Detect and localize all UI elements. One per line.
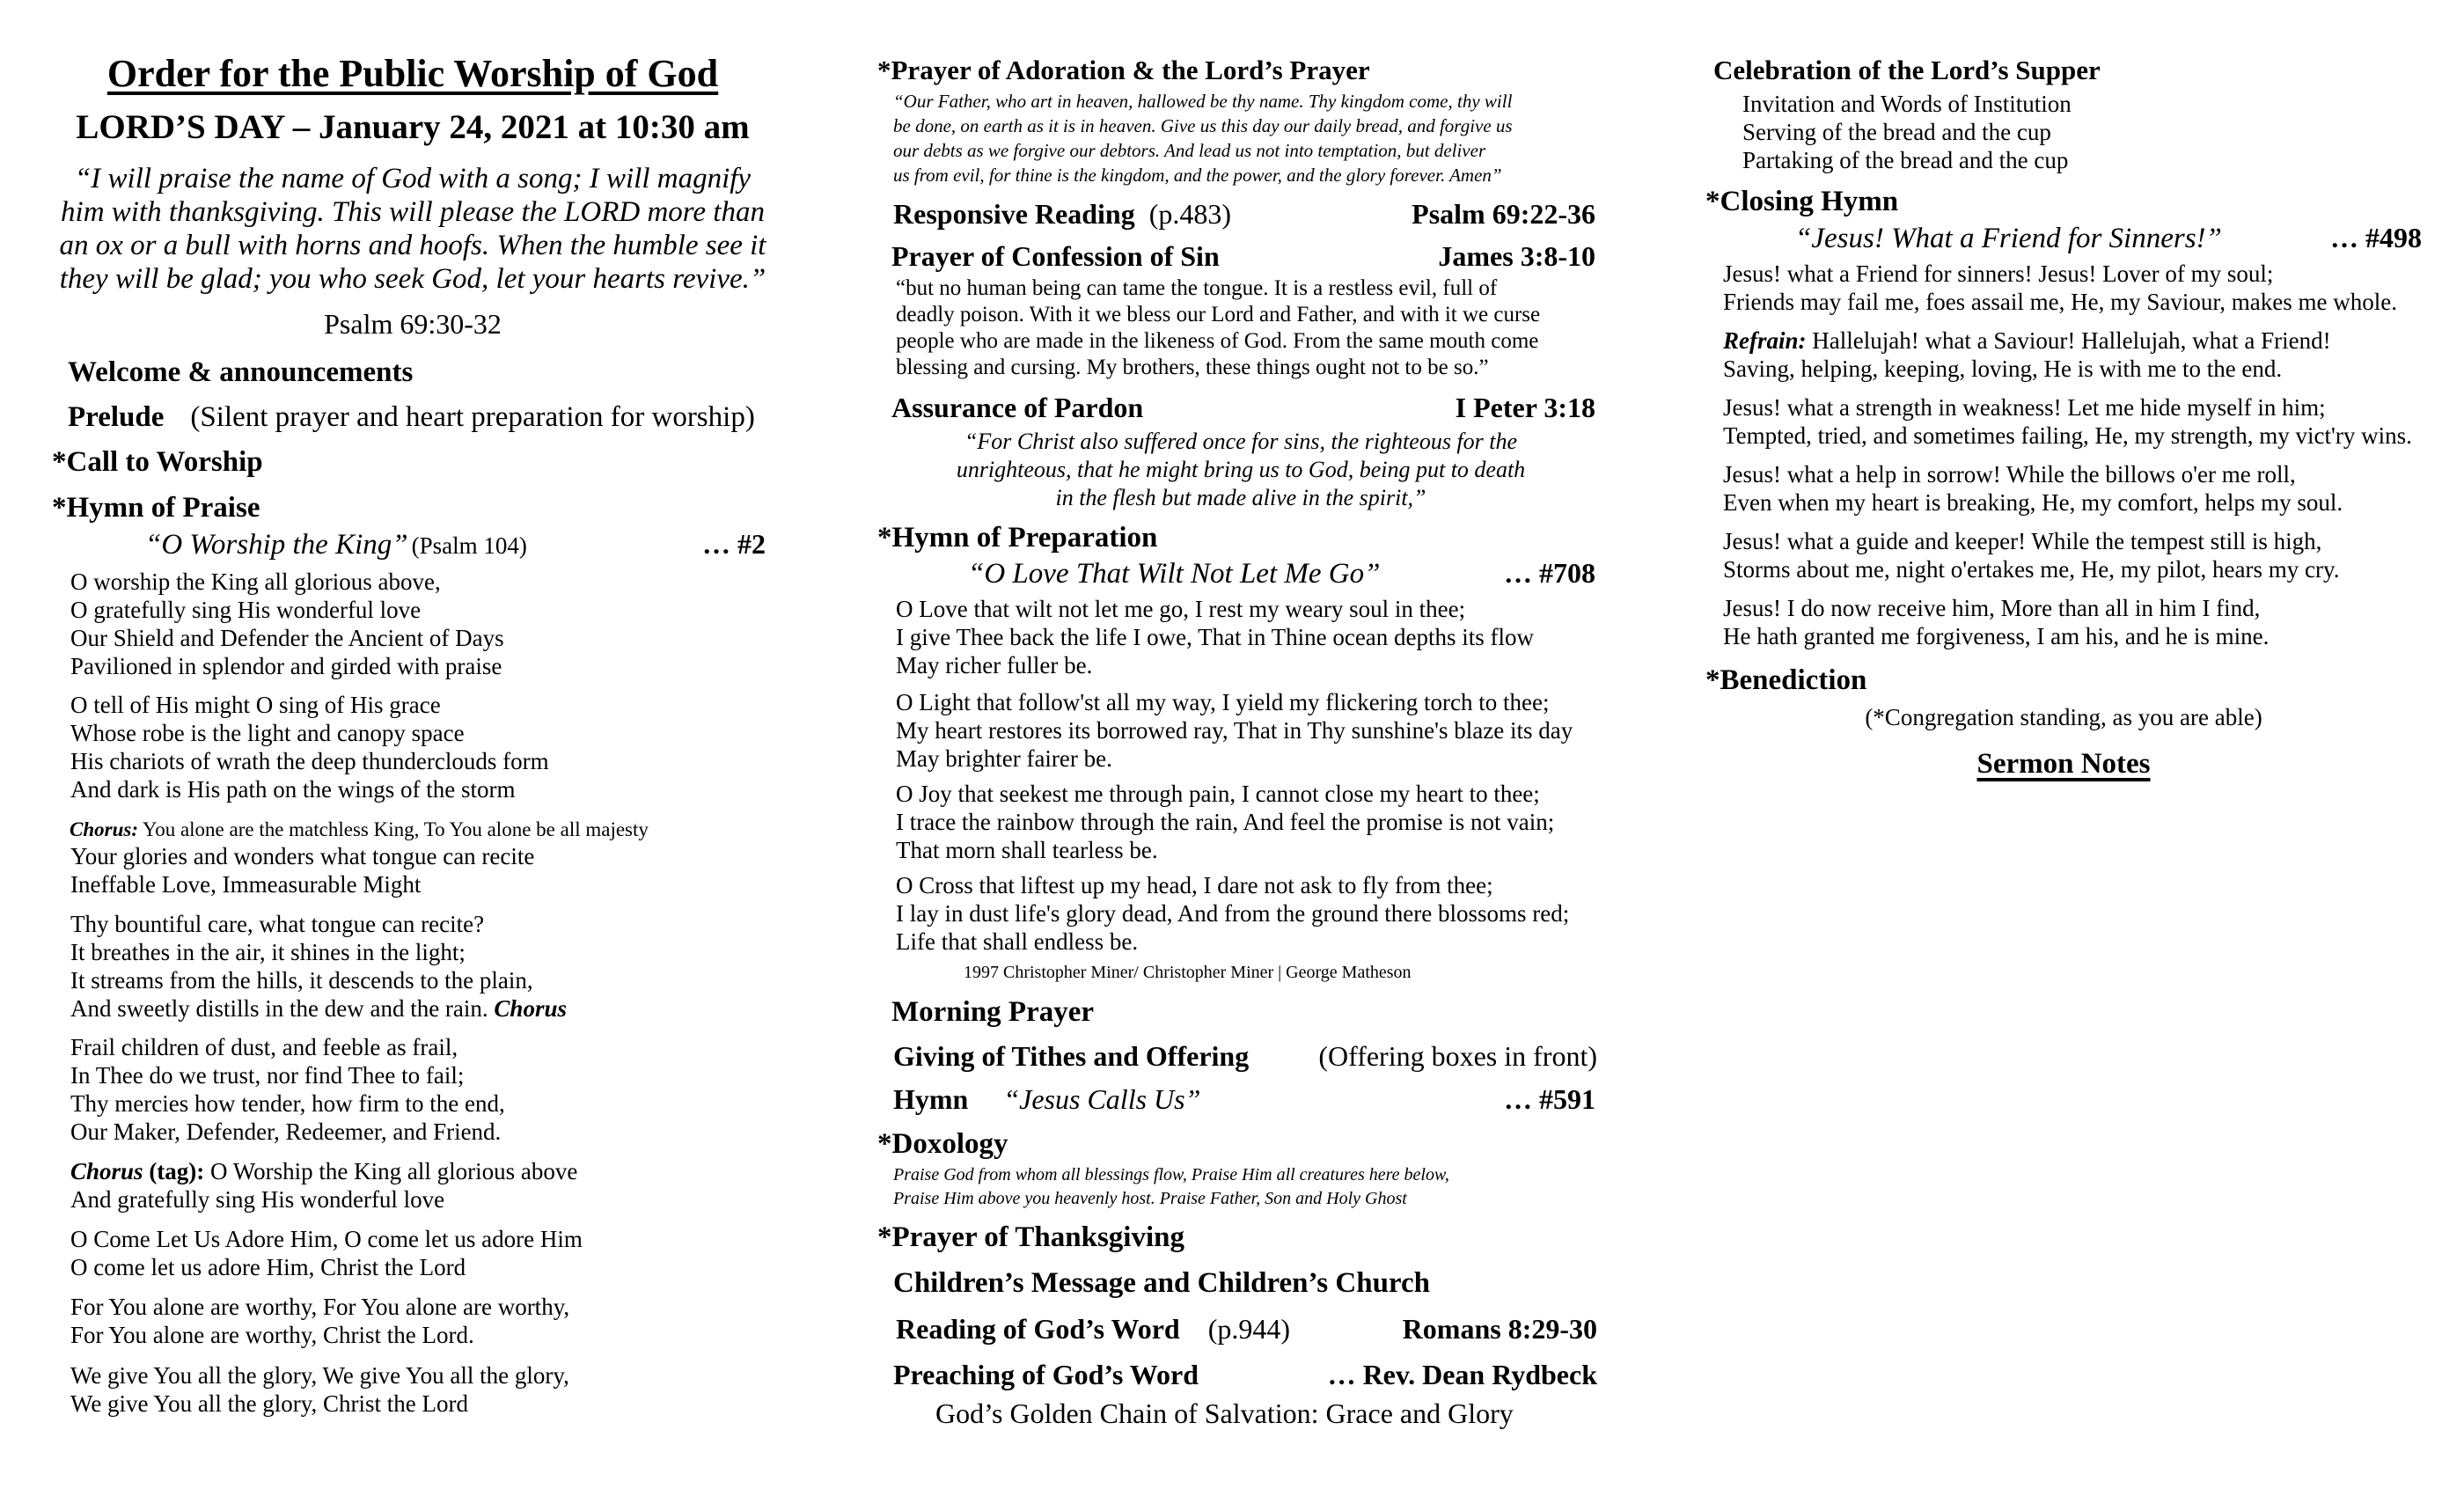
hymn4-title-row <box>1795 222 2422 255</box>
lyric-line: O Cross that liftest up my head, I dare not ask to fly from thee; <box>896 872 1493 898</box>
hymn4-verse-4 <box>1723 527 2339 583</box>
lyric-line <box>1723 326 2331 355</box>
hymn-of-praise-heading: *Hymn of Praise <box>52 492 260 524</box>
chorus-cue: Chorus <box>494 995 567 1022</box>
lyric-line: His chariots of wrath the deep thunderclouds form <box>70 748 549 774</box>
call-quote-line: him with thanksgiving. This will please the LORD more than <box>61 196 765 228</box>
reading-row <box>896 1313 1597 1346</box>
lyric-line: Your glories and wonders what tongue can recite <box>70 843 535 869</box>
hymn1-chorus <box>70 842 534 898</box>
lyric-line: Jesus! I do now receive him, More than all in him I find, <box>1723 595 2261 621</box>
lyric-line: Whose robe is the light and canopy space <box>70 720 465 746</box>
call-quote <box>0 162 825 296</box>
lyric-line: Even when my heart is breaking, He, my comfort, helps my soul. <box>1723 489 2343 516</box>
call-quote-reference: Psalm 69:30-32 <box>324 308 502 340</box>
lyric-line: Saving, helping, keeping, loving, He is with me to the end. <box>1723 356 2283 382</box>
lyric-line: In Thee do we trust, nor find Thee to fail; <box>70 1062 465 1089</box>
lyric-line: O Joy that seekest me through pain, I cannot close my heart to thee; <box>896 781 1540 807</box>
hymn1-verse-3 <box>70 910 567 1023</box>
tithes-label: Giving of Tithes and Offering <box>893 1040 1250 1072</box>
lyric-line: And dark is His path on the wings of the storm <box>70 776 516 803</box>
call-quote-line: “I will praise the name of God with a song; I will magnify <box>74 163 752 194</box>
hymn4-verse-2 <box>1723 393 2412 450</box>
hymn2-verse-4 <box>896 871 1569 956</box>
lyric-line: May brighter fairer be. <box>896 745 1112 772</box>
preaching-row <box>893 1359 1597 1391</box>
lyric-line: We give You all the glory, We give You all the glory, <box>70 1362 569 1389</box>
supper-item: Serving of the bread and the cup <box>1742 119 2051 145</box>
doxology-heading: *Doxology <box>877 1128 1008 1160</box>
prayer-line: be done, on earth as it is in heaven. Give us this day our daily bread, and forgive us <box>893 115 1513 136</box>
tag-label-bold: (tag): <box>143 1158 205 1184</box>
reading-ref: Romans 8:29-30 <box>1402 1313 1597 1345</box>
lyric-text: Hallelujah! what a Saviour! Hallelujah, what a Friend! <box>1806 327 2331 354</box>
hymn1-verse-1 <box>70 568 504 680</box>
preparation-heading: *Hymn of Preparation <box>877 522 1158 554</box>
pardon-label: Assurance of Pardon <box>891 392 1144 423</box>
lyric-line: O Light that follow'st all my way, I yield my flickering torch to thee; <box>896 689 1550 715</box>
lyric-line: It streams from the hills, it descends to the plain, <box>70 967 533 994</box>
standing-note: (*Congregation standing, as you are able) <box>1865 704 2262 730</box>
prayer-line: “Our Father, who art in heaven, hallowed be thy name. Thy kingdom come, thy will <box>893 91 1513 112</box>
reading-page: (p.944) <box>1207 1313 1291 1345</box>
lyric-line: And gratefully sing His wonderful love <box>70 1186 445 1213</box>
scripture-line: “For Christ also suffered once for sins, the righteous for the <box>964 429 1518 454</box>
lyric-line: For You alone are worthy, Christ the Lord. <box>70 1322 474 1348</box>
confession-row <box>891 240 1595 273</box>
pardon-row <box>891 392 1595 424</box>
adoration-heading: *Prayer of Adoration & the Lord’s Prayer <box>877 55 1370 85</box>
hymn3-label: Hymn <box>893 1083 969 1115</box>
worthy-verse <box>70 1293 569 1349</box>
scripture-line: deadly poison. With it we bless our Lord and Father, and with it we curse <box>896 303 1541 326</box>
hymn2-title: “O Love That Wilt Not Let Me Go” <box>968 558 1381 590</box>
hymn1-title: “O Worship the King” <box>145 529 408 561</box>
hymn4-refrain <box>1723 326 2331 383</box>
lyric-line: Our Maker, Defender, Redeemer, and Friend. <box>70 1118 502 1145</box>
call-to-worship-heading: *Call to Worship <box>52 446 263 478</box>
hymn4-number: … #498 <box>2330 222 2422 253</box>
lyric-line: Ineffable Love, Immeasurable Might <box>70 871 422 898</box>
lyric-line: O gratefully sing His wonderful love <box>70 597 422 623</box>
pardon-text <box>880 428 1602 512</box>
hymn4-title: “Jesus! What a Friend for Sinners!” <box>1795 223 2222 254</box>
preacher-name: … Rev. Dean Rydbeck <box>1327 1359 1597 1390</box>
lyric-line: I give Thee back the life I owe, That in Thine ocean depths its flow <box>896 624 1535 650</box>
hymn1-verse-4 <box>70 1033 505 1146</box>
tag-label-italic: Chorus <box>70 1158 143 1184</box>
hymn1-chorus-first-line <box>70 816 649 844</box>
lyric-line: Our Shield and Defender the Ancient of Days <box>70 625 504 651</box>
hymn1-number: … #2 <box>702 528 766 560</box>
hymn2-title-row <box>968 557 1595 590</box>
preaching-label: Preaching of God’s Word <box>893 1359 1199 1390</box>
lyric-line: O worship the King all glorious above, <box>70 568 441 595</box>
responsive-ref: Psalm 69:22-36 <box>1412 198 1595 230</box>
chorus-line: You alone are the matchless King, To You alone be all majesty <box>137 818 649 840</box>
hymn4-verse-5 <box>1723 594 2269 650</box>
hymn3-number: … #591 <box>1504 1083 1595 1115</box>
scripture-line: unrighteous, that he might bring us to God, being put to death <box>956 457 1526 482</box>
doxology-text <box>893 1163 1449 1211</box>
lyric-line: My heart restores its borrowed ray, That in Thy sunshine's blaze its day <box>896 717 1573 744</box>
hymn2-verse-1 <box>896 595 1534 679</box>
hymn4-verse-1 <box>1723 260 2397 316</box>
hymn3-title: “Jesus Calls Us” <box>1003 1083 1201 1115</box>
lyric-line: O come let us adore Him, Christ the Lord <box>70 1254 466 1280</box>
tithes-note: (Offering boxes in front) <box>1318 1040 1597 1072</box>
lyric-line: Frail children of dust, and feeble as frail, <box>70 1034 458 1060</box>
doxology-line: Praise Him above you heavenly host. Praise Father, Son and Holy Ghost <box>893 1189 1407 1208</box>
closing-hymn-heading: *Closing Hymn <box>1705 186 1899 217</box>
lyric-line: We give You all the glory, Christ the Lord <box>70 1390 469 1417</box>
confession-text <box>896 275 1540 381</box>
call-quote-line: they will be glad; you who seek God, let your hearts revive.” <box>59 263 766 295</box>
responsive-reading-row <box>893 198 1595 231</box>
prelude-label: Prelude <box>68 401 165 433</box>
welcome-heading: Welcome & announcements <box>68 356 414 388</box>
sermon-title: God’s Golden Chain of Salvation: Grace and Glory <box>935 1397 1514 1429</box>
confession-label: Prayer of Confession of Sin <box>891 240 1220 272</box>
lyric-text: O Worship the King all glorious above <box>204 1158 578 1184</box>
prelude-note: (Silent prayer and heart preparation for worship) <box>190 401 755 433</box>
prayer-line: our debts as we forgive our debtors. And lead us not into temptation, but deliver <box>893 140 1486 161</box>
lyric-line <box>70 994 567 1023</box>
hymn1-source: (Psalm 104) <box>411 532 527 559</box>
scripture-line: people who are made in the likeness of God. From the same mouth come <box>896 329 1539 353</box>
lyric-line: Life that shall endless be. <box>896 928 1139 955</box>
scripture-line: blessing and cursing. My brothers, these things ought not to be so.” <box>896 356 1489 379</box>
lyric-line: O Love that wilt not let me go, I rest my weary soul in thee; <box>896 596 1466 622</box>
pardon-ref: I Peter 3:18 <box>1455 392 1595 423</box>
lyric-line: Jesus! what a help in sorrow! While the billows o'er me roll, <box>1723 461 2296 488</box>
hymn4-verse-3 <box>1723 460 2343 517</box>
lyric-line: For You alone are worthy, For You alone are worthy, <box>70 1294 570 1320</box>
prayer-line: us from evil, for thine is the kingdom, and the power, and the glory forever. Amen” <box>893 165 1502 186</box>
page-title: Order for the Public Worship of God <box>106 52 719 95</box>
lyric-line: That morn shall tearless be. <box>896 837 1158 863</box>
morning-prayer-heading: Morning Prayer <box>891 996 1095 1028</box>
hymn1-title-row <box>145 528 766 561</box>
chorus-label: Chorus: <box>70 818 138 840</box>
hymn2-verse-2 <box>896 688 1573 773</box>
thanksgiving-heading: *Prayer of Thanksgiving <box>877 1221 1184 1253</box>
scripture-line: in the flesh but made alive in the spirit,” <box>1055 485 1426 510</box>
lyric-line: Pavilioned in splendor and girded with praise <box>70 653 502 679</box>
tithes-row <box>893 1040 1597 1073</box>
service-date: LORD’S DAY – January 24, 2021 at 10:30 am <box>76 108 750 146</box>
responsive-page: (p.483) <box>1148 198 1232 230</box>
adore-verse <box>70 1225 583 1281</box>
hymn2-number: … #708 <box>1504 557 1595 589</box>
lyric-line <box>70 1157 577 1185</box>
hymn1-verse-2 <box>70 691 549 803</box>
hymn1-chorus-tag <box>70 1157 577 1214</box>
lyric-line: Tempted, tried, and sometimes failing, He, my strength, my vict'ry wins. <box>1723 422 2412 449</box>
lyric-line: May richer fuller be. <box>896 652 1093 678</box>
confession-ref: James 3:8-10 <box>1438 240 1595 272</box>
doxology-line: Praise God from whom all blessings flow, Praise Him all creatures here below, <box>893 1165 1449 1184</box>
childrens-message-heading: Children’s Message and Children’s Church <box>893 1267 1430 1299</box>
prelude-row <box>68 401 755 434</box>
lyric-line: Storms about me, night o'ertakes me, He, my pilot, hears my cry. <box>1723 556 2340 583</box>
supper-item: Partaking of the bread and the cup <box>1742 147 2069 173</box>
lyric-line: Thy bountiful care, what tongue can recite? <box>70 911 485 937</box>
lyric-line: I trace the rainbow through the rain, And feel the promise is not vain; <box>896 809 1555 835</box>
reading-label: Reading of God’s Word <box>896 1313 1180 1345</box>
lyric-line: O Come Let Us Adore Him, O come let us adore Him <box>70 1226 583 1252</box>
hymn2-verse-3 <box>896 780 1554 864</box>
lyric-line: Friends may fail me, foes assail me, He, my Saviour, makes me whole. <box>1723 289 2397 315</box>
supper-item: Invitation and Words of Institution <box>1742 91 2072 117</box>
lyric-line: I lay in dust life's glory dead, And from the ground there blossoms red; <box>896 900 1570 927</box>
refrain-label: Refrain: <box>1723 327 1807 354</box>
lords-prayer <box>893 89 1513 187</box>
lyric-line: Jesus! what a strength in weakness! Let me hide myself in him; <box>1723 394 2326 421</box>
lyric-line: O tell of His might O sing of His grace <box>70 692 441 718</box>
benediction-heading: *Benediction <box>1705 664 1867 696</box>
lyric-text: And sweetly distills in the dew and the rain. <box>70 995 495 1022</box>
responsive-label: Responsive Reading <box>893 198 1135 230</box>
lyric-line: Jesus! what a Friend for sinners! Jesus! Lover of my soul; <box>1723 260 2274 287</box>
scripture-line: “but no human being can tame the tongue. It is a restless evil, full of <box>896 276 1498 300</box>
call-quote-line: an ox or a bull with horns and hoofs. When the humble see it <box>59 230 766 261</box>
glory-verse <box>70 1361 569 1418</box>
lyric-line: Thy mercies how tender, how firm to the end, <box>70 1090 505 1117</box>
hymn3-row <box>893 1083 1595 1116</box>
lords-supper-heading: Celebration of the Lord’s Supper <box>1713 55 2101 85</box>
sermon-notes-heading: Sermon Notes <box>1976 748 2151 780</box>
lyric-line: He hath granted me forgiveness, I am his, and he is mine. <box>1723 623 2270 649</box>
hymn2-credit: 1997 Christopher Miner/ Christopher Miner | George Matheson <box>964 963 1412 982</box>
lyric-line: Jesus! what a guide and keeper! While the tempest still is high, <box>1723 528 2322 554</box>
lords-supper-items <box>1742 90 2072 174</box>
lyric-line: It breathes in the air, it shines in the light; <box>70 939 466 965</box>
